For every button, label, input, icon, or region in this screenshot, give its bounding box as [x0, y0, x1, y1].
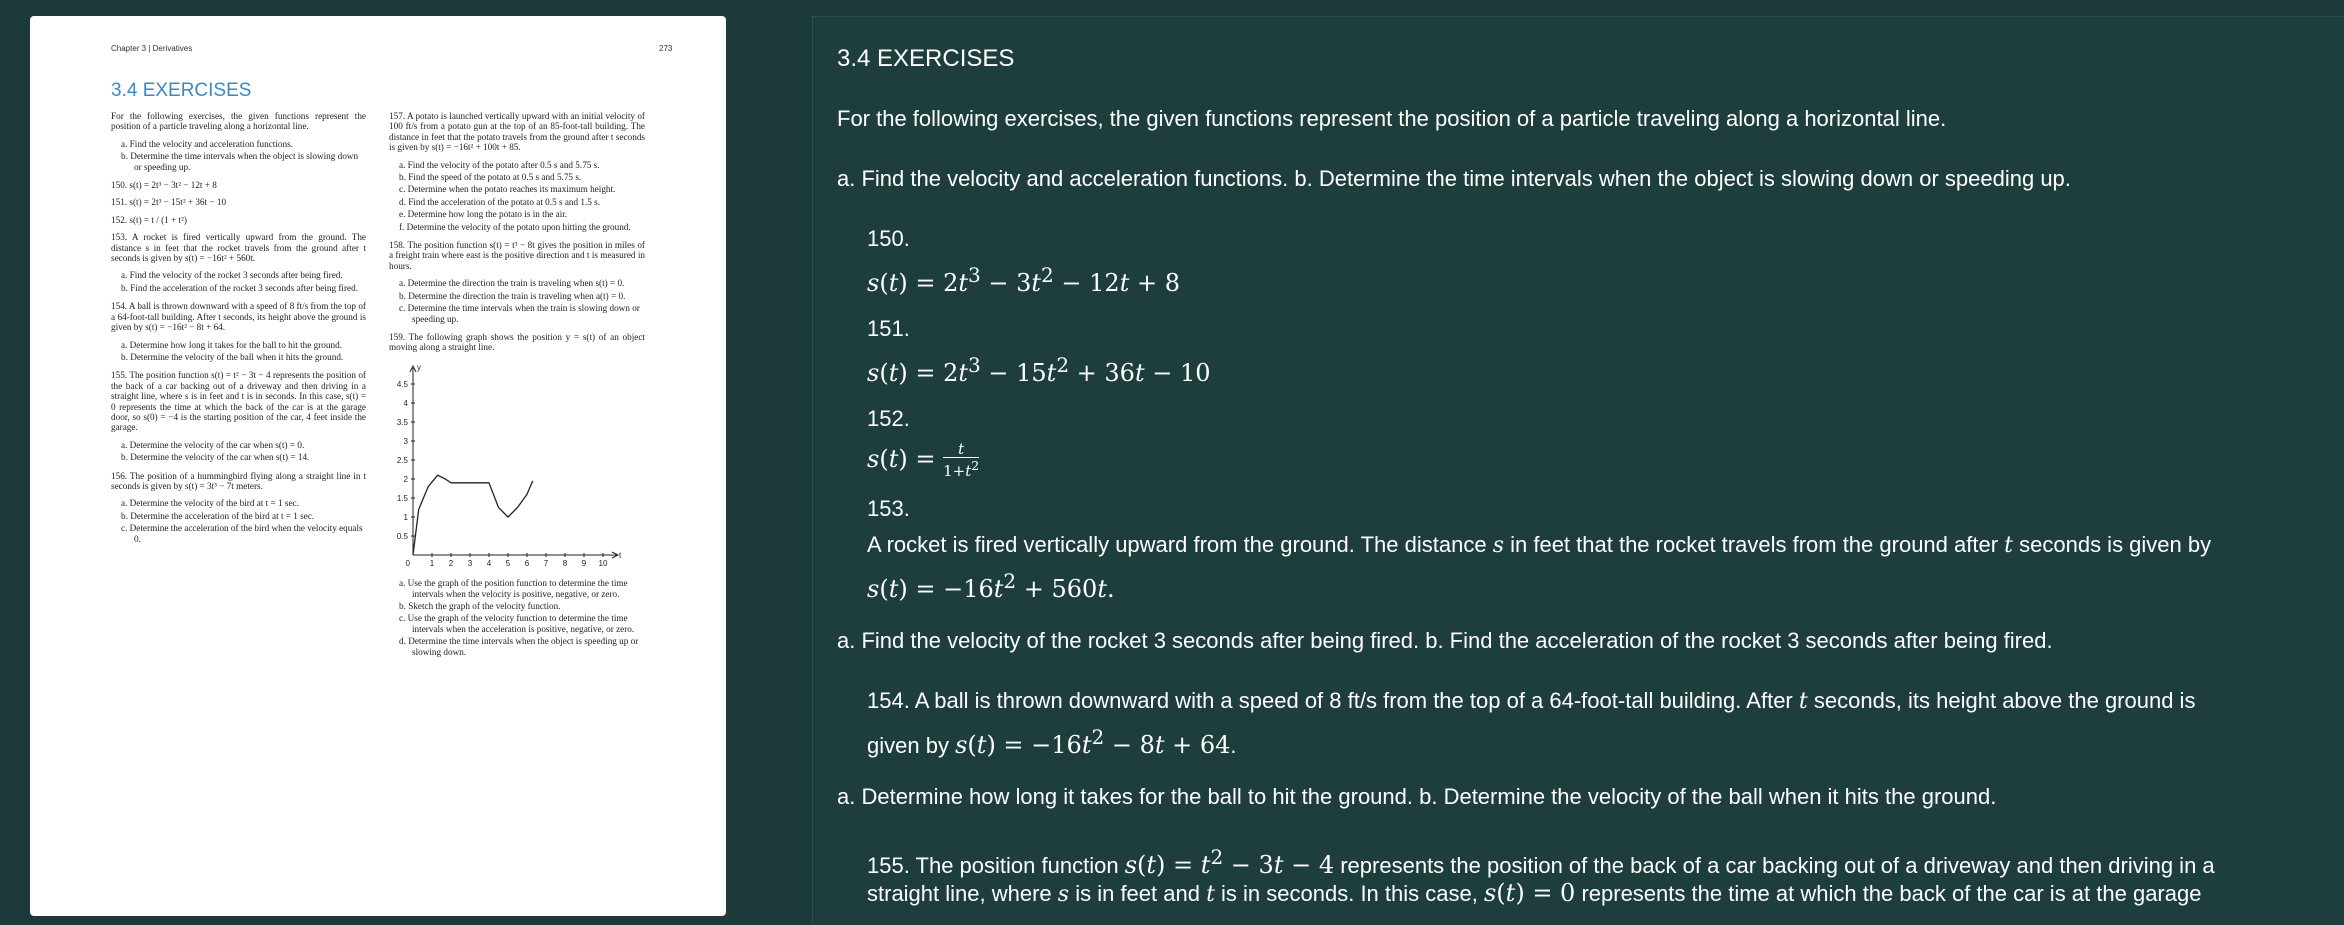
- y-tick-label: 0.5: [396, 531, 408, 541]
- page-intro-list: [111, 139, 366, 172]
- textbook-page-preview: [30, 16, 726, 916]
- page-ex-153-a: a. Find the velocity of the rocket 3 seconds after being fired.: [121, 270, 343, 281]
- page-ex-150: 150. s(t) = 2t³ − 3t² − 12t + 8: [111, 180, 217, 191]
- page-ex-155: 155. The position function s(t) = t² − 3t − 4 represents the position of the back of a car backing out of a driveway and then driving in a straight line, where s is in feet and t is in seconds. In this case, s(t) = 0 represents the time at which the back of the car is at the garage door, so s(0) = −4 is the starting position of the car, 4 feet inside the garage.: [111, 370, 366, 433]
- page-ex-156: 156. The position of a hummingbird flying along a straight line in t seconds is given by s(t) = 3t³ − 7t meters.: [111, 470, 366, 491]
- reader-ex-153-text: A rocket is fired vertically upward from the ground. The distance s in feet that the rocket travels from the ground after t seconds is given by: [867, 532, 2212, 558]
- x-tick-label: 6: [524, 558, 530, 568]
- reader-ex-151-number: 151.: [867, 316, 910, 341]
- page-number: 273: [659, 44, 673, 53]
- chapter-header: Chapter 3 | Derivatives: [111, 44, 193, 53]
- reader-ex-153-number: 153.: [867, 496, 910, 521]
- y-tick-label: 2.5: [396, 455, 408, 465]
- x-tick-label: 4: [486, 558, 492, 568]
- page-ex-158-a: a. Determine the direction the train is traveling when s(t) = 0.: [399, 278, 625, 289]
- reader-ex-153-formula: $s(t) = -16t^2 + 560t$.: [867, 569, 1115, 603]
- reader-ex-154-text-part: seconds, its height above the ground is: [1813, 688, 2196, 713]
- reader-ex-155-text-part: 155. The position function: [867, 853, 1119, 878]
- reader-intro: For the following exercises, the given functions represent the position of a particle traveling along a horizontal line.: [837, 106, 1947, 131]
- reader-ex-154-text-part: 154. A ball is thrown downward with a speed of 8 ft/s from the top of a 64-foot-tall building. After: [867, 688, 1793, 713]
- y-tick-label: 1: [403, 512, 408, 522]
- page-ex-159-b: b. Sketch the graph of the velocity function.: [399, 600, 561, 611]
- x-tick-label: 5: [505, 558, 511, 568]
- y-tick-label: 1.5: [396, 493, 408, 503]
- page-ex-156-c: c. Determine the acceleration of the bird when the velocity equals 0.: [121, 523, 363, 544]
- page-ex-155-parts: [111, 440, 366, 463]
- reader-ex-155-text-part: is in feet and: [1075, 881, 1200, 906]
- reader-ex-153-parts: a. Find the velocity of the rocket 3 seconds after being fired. b. Find the acceleration of the rocket 3 seconds after being fired.: [837, 628, 2053, 653]
- x-axis-label: t: [619, 550, 622, 560]
- page-ex-157-e: e. Determine how long the potato is in the air.: [399, 209, 568, 220]
- origin-label: 0: [405, 558, 410, 568]
- x-tick-label: 2: [448, 558, 454, 568]
- reader-ex-155-text-part: straight line, where: [867, 881, 1052, 906]
- page-ex-157-d: d. Find the acceleration of the potato at 0.5 s and 1.5 s.: [399, 196, 601, 207]
- page-ex-154: 154. A ball is thrown downward with a speed of 8 ft/s from the top of a 64-foot-tall building. After t seconds, its height above the ground is given by s(t) = −16t² − 8t + 64.: [111, 301, 366, 333]
- page-ex-154-parts: [111, 340, 366, 363]
- page-intro-b: b. Determine the time intervals when the object is slowing down or speeding up.: [121, 151, 359, 172]
- reader-ex-155-text: 155. The position function $s(t) = t^2 - 3t - 4$ represents the position of the back of a car backing out of a driveway and then driving in a: [867, 845, 2215, 879]
- page-ex-159-a: a. Use the graph of the position function to determine the time intervals when the velocity is positive, negative, or zero.: [399, 578, 628, 599]
- page-section-title: 3.4 EXERCISES: [111, 80, 252, 101]
- page-ex-157-b: b. Find the speed of the potato at 0.5 s and 5.75 s.: [399, 172, 582, 183]
- page-ex-157: 157. A potato is launched vertically upward with an initial velocity of 100 ft/s from a potato gun at the top of an 85-foot-tall building. The distance in feet that the potato travels from the ground after t seconds is given by s(t) = −16t² + 100t + 85.: [389, 111, 645, 153]
- page-left-column: [111, 111, 366, 552]
- x-tick-label: 3: [467, 558, 473, 568]
- page-ex-157-f: f. Determine the velocity of the potato upon hitting the ground.: [399, 221, 631, 232]
- x-tick-label: 7: [543, 558, 549, 568]
- reader-ex-154-parts: a. Determine how long it takes for the ball to hit the ground. b. Determine the velocity of the ball when it hits the ground.: [837, 784, 1997, 809]
- page-ex-154-a: a. Determine how long it takes for the ball to hit the ground.: [121, 339, 342, 350]
- position-graph: [389, 360, 645, 572]
- x-tick-label: 10: [598, 558, 608, 568]
- page-ex-153-parts: [111, 270, 366, 293]
- page-ex-157-parts: [389, 160, 645, 232]
- page-ex-156-parts: [111, 498, 366, 544]
- page-ex-156-b: b. Determine the acceleration of the bird at t = 1 sec.: [121, 510, 315, 521]
- page-intro: For the following exercises, the given functions represent the position of a particle traveling along a horizontal line.: [111, 111, 366, 132]
- y-tick-label: 4: [403, 398, 408, 408]
- page-ex-154-b: b. Determine the velocity of the ball when it hits the ground.: [121, 351, 344, 362]
- reader-ex-154-text-part: given by: [867, 733, 949, 758]
- page-ex-158: 158. The position function s(t) = t³ − 8t gives the position in miles of a freight train where east is the positive direction and t is measured in hours.: [389, 240, 645, 271]
- page-ex-159-d: d. Determine the time intervals when the object is speeding up or slowing down.: [399, 636, 639, 657]
- page-ex-158-c: c. Determine the time intervals when the train is slowing down or speeding up.: [399, 303, 640, 324]
- reader-ex-152-formula: s(t) = $\frac{t}{1+t^2}$: [867, 440, 980, 480]
- reader-title: 3.4 EXERCISES: [837, 45, 1015, 72]
- reader-intro-parts: a. Find the velocity and acceleration functions. b. Determine the time intervals when the object is slowing down or speeding up.: [837, 166, 2071, 191]
- y-tick-label: 3: [403, 436, 408, 446]
- x-tick-label: 8: [562, 558, 568, 568]
- page-right-column: [389, 111, 645, 665]
- y-tick-label: 3.5: [396, 417, 408, 427]
- reader-ex-155-text-line2: straight line, where s is in feet and t is in seconds. In this case, s(t) = 0 represents the time at which the back of the car is at the garage: [867, 879, 2202, 907]
- page-ex-159-c: c. Use the graph of the velocity function to determine the time intervals when the acceleration is positive, negative, or zero.: [399, 613, 635, 634]
- reader-panel[interactable]: [812, 16, 2344, 925]
- reader-ex-154-text-line2: given by $s(t) = -16t^2 - 8t + 64$.: [867, 725, 1237, 759]
- reader-ex-154-text: 154. A ball is thrown downward with a speed of 8 ft/s from the top of a 64-foot-tall building. After t seconds, its height above the ground is: [867, 688, 2196, 714]
- y-axis-label: y: [417, 362, 421, 372]
- page-ex-157-a: a. Find the velocity of the potato after 0.5 s and 5.75 s.: [399, 159, 600, 170]
- reader-ex-150-formula: $s(t) = 2t^3 - 3t^2 - 12t + 8$: [867, 263, 1180, 297]
- x-tick-label: 1: [429, 558, 435, 568]
- position-graph-svg: [389, 360, 629, 570]
- reader-ex-153-text-part: A rocket is fired vertically upward from the ground. The distance: [867, 532, 1487, 557]
- reader-ex-155-text-part: represents the time at which the back of the car is at the garage: [1581, 881, 2202, 906]
- page-ex-158-parts: [389, 278, 645, 324]
- reader-ex-153-text-part: seconds is given by: [2019, 532, 2212, 557]
- position-curve: [413, 475, 533, 555]
- y-tick-label: 4.5: [396, 379, 408, 389]
- reader-ex-155-text-part: represents the position of the back of a car backing out of a driveway and then driving in a: [1340, 853, 2215, 878]
- x-tick-label: 9: [581, 558, 587, 568]
- page-ex-151: 151. s(t) = 2t³ − 15t² + 36t − 10: [111, 197, 227, 208]
- reader-ex-153-text-part: in feet that the rocket travels from the ground after: [1510, 532, 1999, 557]
- reader-ex-155-text-part: is in seconds. In this case,: [1221, 881, 1478, 906]
- page-ex-159: 159. The following graph shows the position y = s(t) of an object moving along a straight line.: [389, 331, 645, 353]
- page-ex-153: 153. A rocket is fired vertically upward from the ground. The distance s in feet that the rocket travels from the ground after t seconds is given by s(t) = −16t² + 560t.: [111, 232, 366, 264]
- page-ex-152: 152. s(t) = t / (1 + t²): [111, 214, 187, 225]
- reader-ex-150-number: 150.: [867, 226, 910, 251]
- page-ex-157-c: c. Determine when the potato reaches its maximum height.: [399, 184, 616, 195]
- page-ex-156-a: a. Determine the velocity of the bird at t = 1 sec.: [121, 498, 299, 509]
- page-ex-155-b: b. Determine the velocity of the car when s(t) = 14.: [121, 452, 310, 463]
- page-intro-a: a. Find the velocity and acceleration functions.: [121, 138, 293, 149]
- page-ex-153-b: b. Find the acceleration of the rocket 3 seconds after being fired.: [121, 282, 358, 293]
- page-ex-159-parts: [389, 578, 645, 657]
- page-ex-155-a: a. Determine the velocity of the car when s(t) = 0.: [121, 439, 305, 450]
- reader-ex-152-number: 152.: [867, 406, 910, 431]
- reader-ex-151-formula: $s(t) = 2t^3 - 15t^2 + 36t - 10$: [867, 353, 1211, 387]
- y-tick-label: 2: [403, 474, 408, 484]
- page-ex-158-b: b. Determine the direction the train is traveling when a(t) = 0.: [399, 290, 626, 301]
